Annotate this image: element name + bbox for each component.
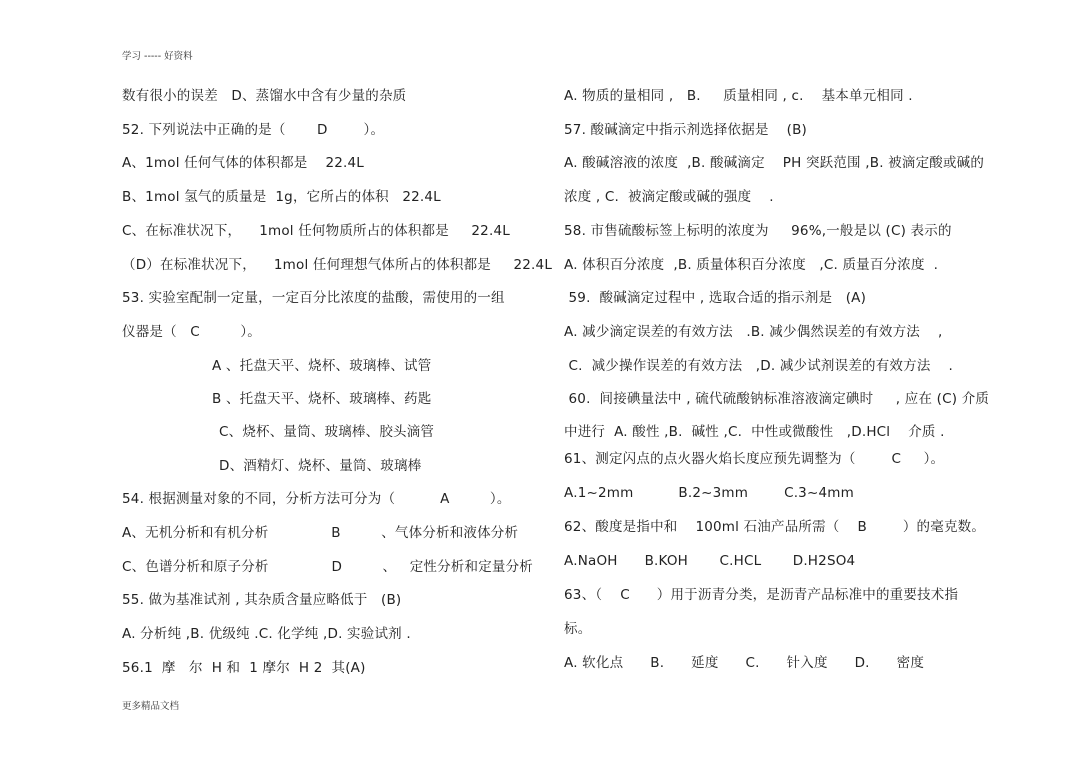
text-line: A 、托盘天平、烧杯、玻璃棒、试管 [212,358,432,374]
text-line: C、在标准状况下， 1mol 任何物质所占的体积都是 22.4L [122,223,510,239]
text-line: A、1mol 任何气体的体积都是 22.4L [122,155,365,171]
page-header: 学习 ----- 好资料 [122,51,193,62]
question-62: 62、酸度是指中和 100ml 石油产品所需（ B ）的毫克数。 [564,519,986,535]
text-line: 中进行 A. 酸性 ,B. 碱性 ,C. 中性或微酸性 ,D.HCl 介质 . [564,424,945,440]
text-line: 标。 [564,621,592,637]
text-line: A. 物质的量相同 , B. 质量相同 , c. 基本单元相同 . [564,88,913,104]
text-line: B、1mol 氢气的质量是 1g，它所占的体积 22.4L [122,189,441,205]
text-line: C、烧杯、量筒、玻璃棒、胶头滴管 [219,424,435,440]
question-53: 53. 实验室配制一定量，一定百分比浓度的盐酸，需使用的一组 [122,290,505,306]
text-line: A. 减少滴定误差的有效方法 .B. 减少偶然误差的有效方法 , [564,324,943,340]
text-line: 浓度 , C. 被滴定酸或碱的强度 . [564,189,774,205]
text-line: C、色谱分析和原子分析 D 、 定性分析和定量分析 [122,559,533,575]
question-59: 59. 酸碱滴定过程中 , 选取合适的指示剂是 (A) [564,290,867,306]
text-line: A.1~2mm B.2~3mm C.3~4mm [564,485,854,501]
text-line: B 、托盘天平、烧杯、玻璃棒、药匙 [212,391,432,407]
question-55: 55. 做为基准试剂 , 其杂质含量应略低于 (B) [122,592,402,608]
question-61: 61、测定闪点的点火器火焰长度应预先调整为（ C ）。 [564,451,945,467]
question-63: 63、（ C ）用于沥青分类，是沥青产品标准中的重要技术指 [564,587,959,603]
text-line: A、无机分析和有机分析 B 、气体分析和液体分析 [122,525,519,541]
question-58: 58. 市售硫酸标签上标明的浓度为 96%,一般是以 (C) 表示的 [564,223,952,239]
text-line: A. 体积百分浓度 ,B. 质量体积百分浓度 ,C. 质量百分浓度 . [564,257,939,273]
text-line: 数有很小的误差 D、蒸馏水中含有少量的杂质 [122,88,407,104]
text-line: A. 软化点 B. 延度 C. 针入度 D. 密度 [564,655,925,671]
question-56: 56.1 摩 尔 H 和 1 摩尔 H 2 其(A) [122,660,366,676]
text-line: A.NaOH B.KOH C.HCL D.H2SO4 [564,553,856,569]
text-line: D、酒精灯、烧杯、量筒、玻璃棒 [219,458,422,474]
question-52: 52. 下列说法中正确的是（ D ）。 [122,122,385,138]
text-line: 仪器是（ C ）。 [122,324,261,340]
text-line: A. 酸碱溶液的浓度 ,B. 酸碱滴定 PH 突跃范围 ,B. 被滴定酸或碱的 [564,155,985,171]
question-60: 60. 间接碘量法中 , 硫代硫酸钠标准溶液滴定碘时 , 应在 (C) 介质 [564,391,990,407]
text-line: A. 分析纯 ,B. 优级纯 .C. 化学纯 ,D. 实验试剂 . [122,626,411,642]
text-line: （D）在标准状况下， 1mol 任何理想气体所占的体积都是 22.4L [122,257,553,273]
question-54: 54. 根据测量对象的不同，分析方法可分为（ A ）。 [122,491,511,507]
text-line: C. 减少操作误差的有效方法 ,D. 减少试剂误差的有效方法 . [564,358,953,374]
question-57: 57. 酸碱滴定中指示剂选择依据是 (B) [564,122,808,138]
page-footer: 更多精品文档 [122,701,180,712]
